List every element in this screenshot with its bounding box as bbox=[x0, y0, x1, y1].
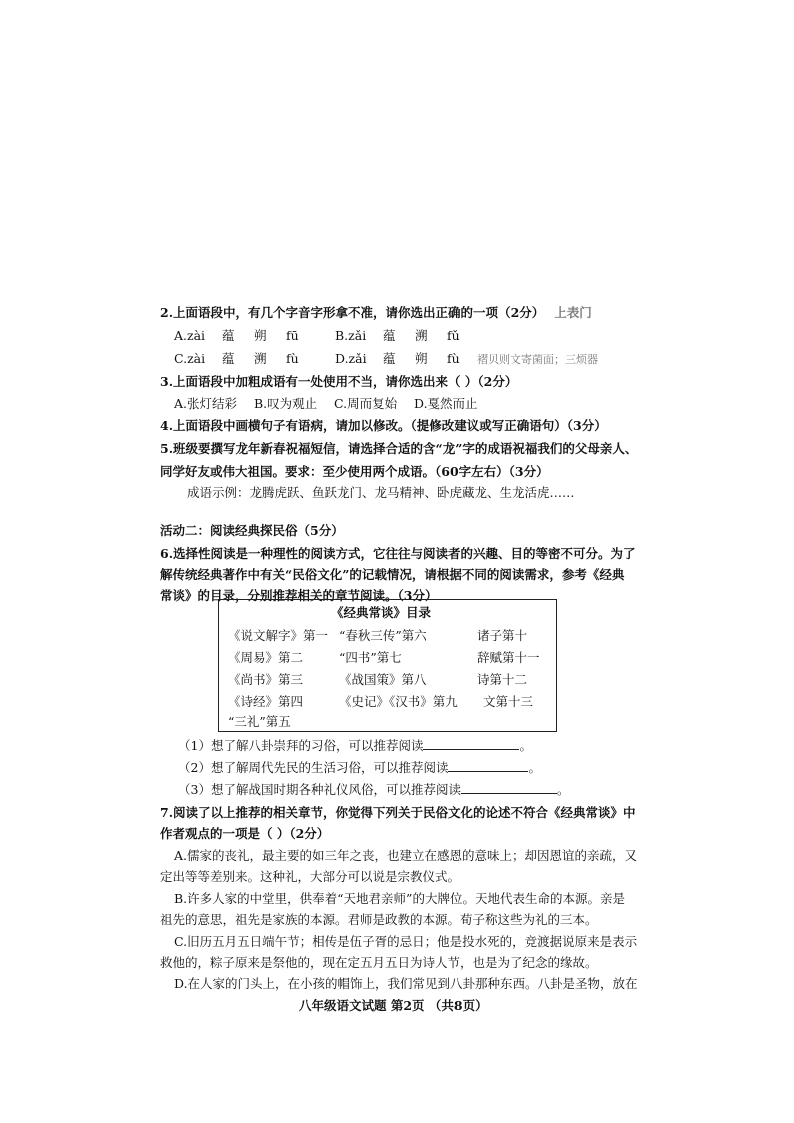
q5-line1: 5.班级要撰写龙年新春祝福短信，请选择合适的含“龙”字的成语祝福我们的父母亲人、 bbox=[160, 441, 638, 456]
toc-title: 《经典常谈》目录 bbox=[331, 605, 432, 620]
q2-b-pinyin: B.zǎi bbox=[335, 328, 367, 343]
q2-d-char1: 蕴 bbox=[383, 351, 396, 366]
q7-option-b-line1[interactable]: B.许多人家的中堂里，供奉着“天地君亲师”的大牌位。天地代表生命的本源。亲是 bbox=[174, 891, 625, 906]
q7-option-c-line1[interactable]: C.旧历五月五日端午节；相传是伍子胥的忌日；他是投水死的，竞渡据说原来是表示 bbox=[174, 934, 638, 949]
q6-sub3-answer-blank[interactable] bbox=[461, 781, 557, 794]
q7-option-b-line2: 祖先的意思，祖先是家族的本源。君师是政教的本源。荀子称这些为礼的三本。 bbox=[160, 912, 598, 927]
q5-example: 成语示例：龙腾虎跃、鱼跃龙门、龙马精神、卧虎藏龙、生龙活虎…… bbox=[187, 485, 575, 500]
q2-c-pinyin2: fù bbox=[286, 351, 299, 366]
toc-box bbox=[218, 599, 557, 732]
q3-option-a[interactable]: A.张灯结彩 bbox=[174, 396, 238, 411]
q2-c-pinyin: C.zài bbox=[174, 351, 206, 366]
toc-col1-item: “三礼”第五 bbox=[228, 714, 291, 729]
q7-option-d-line1[interactable]: D.在人家的门头上，在小孩的帽饰上，我们常见到八卦那种东西。八卦是圣物，放在 bbox=[174, 976, 638, 991]
q2-bleed-text-d: 褶贝则文寄菌面；三烦器 bbox=[477, 353, 598, 366]
q2-option-d[interactable] bbox=[335, 351, 598, 368]
q2-d-pinyin2: fù bbox=[447, 351, 460, 366]
q2-a-pinyin2: fū bbox=[286, 328, 299, 343]
q3-options bbox=[174, 396, 494, 412]
q6-sub1-text: （1）想了解八卦崇拜的习俗，可以推荐阅读 bbox=[178, 738, 424, 753]
q6-sub2 bbox=[178, 759, 541, 776]
toc-col2-item: 《战国策》第八 bbox=[339, 672, 427, 687]
q2-bleed-text: 上表门 bbox=[554, 305, 592, 320]
toc-col2-item: “四书”第七 bbox=[339, 650, 402, 665]
q5-line2: 同学好友或伟大祖国。要求：至少使用两个成语。（60字左右）（3分） bbox=[160, 464, 549, 479]
activity2-title: 活动二：阅读经典探民俗（5分） bbox=[160, 523, 344, 538]
toc-col3-item: 文第十三 bbox=[483, 694, 534, 709]
q4-stem: 4.上面语段中画横句子有语病，请加以修改。（提修改建议或写正确语句）（3分） bbox=[160, 418, 607, 433]
q6-sub1-answer-blank[interactable] bbox=[423, 737, 519, 750]
q2-b-pinyin2: fǔ bbox=[447, 328, 460, 343]
q6-sub2-period: 。 bbox=[528, 760, 541, 775]
toc-col3-item: 辞赋第十一 bbox=[477, 650, 540, 665]
q7-option-c-line2: 救他的，粽子原来是祭他的，现在定五月五日为诗人节，也是为了纪念的缘故。 bbox=[160, 955, 598, 970]
q6-sub3 bbox=[178, 781, 569, 798]
q6-sub3-text: （3）想了解战国时期各种礼仪风俗，可以推荐阅读 bbox=[178, 782, 461, 797]
page-footer: 八年级语文试题 第2页 （共8页） bbox=[299, 998, 488, 1013]
q3-stem: 3.上面语段中加粗成语有一处使用不当，请你选出来（ ）（2分） bbox=[160, 374, 518, 389]
q2-a-char2: 朔 bbox=[254, 328, 267, 343]
q3-option-b[interactable]: B.叹为观止 bbox=[254, 396, 318, 411]
q2-score: （2分） bbox=[498, 305, 545, 320]
q2-b-char2: 溯 bbox=[415, 328, 428, 343]
q2-d-char2: 朔 bbox=[415, 351, 428, 366]
toc-col3-item: 诸子第十 bbox=[477, 628, 528, 643]
q6-sub1-period: 。 bbox=[519, 738, 532, 753]
q2-stem: 2.上面语段中，有几个字音字形拿不准，请你选出正确的一项 bbox=[160, 305, 499, 320]
toc-col1-item: 《周易》第二 bbox=[228, 650, 304, 665]
q7-option-a-line2: 定出等等差别来。这种礼，大部分可以说是宗教仪式。 bbox=[160, 869, 461, 884]
toc-col2-item: “春秋三传”第六 bbox=[339, 628, 427, 643]
q6-line2: 解传统经典著作中有关“民俗文化”的记载情况，请根据不同的阅读需求，参考《经典 bbox=[160, 567, 625, 582]
toc-col2-item: 《史记》《汉书》第九 bbox=[339, 694, 458, 709]
q2-d-pinyin: D.zǎi bbox=[335, 351, 367, 366]
q3-option-d[interactable]: D.戛然而止 bbox=[414, 396, 478, 411]
q2-option-a[interactable] bbox=[174, 328, 316, 344]
q6-sub2-text: （2）想了解周代先民的生活习俗，可以推荐阅读 bbox=[178, 760, 449, 775]
q6-line3: 常谈》的目录，分别推荐相关的章节阅读。（3分） bbox=[160, 588, 438, 603]
q2-c-char2: 溯 bbox=[254, 351, 267, 366]
toc-col1-item: 《说文解字》第一 bbox=[228, 628, 329, 643]
q2-a-pinyin: A.zài bbox=[174, 328, 206, 343]
q2-option-c[interactable] bbox=[174, 351, 316, 367]
q7-line2: 作者观点的一项是（ ）（2分） bbox=[160, 826, 330, 841]
toc-col1-item: 《诗经》第四 bbox=[228, 694, 304, 709]
q2-stem-line bbox=[160, 305, 592, 321]
toc-col1-item: 《尚书》第三 bbox=[228, 672, 304, 687]
q6-sub2-answer-blank[interactable] bbox=[448, 759, 528, 772]
toc-col3-item: 诗第十二 bbox=[477, 672, 528, 687]
q7-line1: 7.阅读了以上推荐的相关章节，你觉得下列关于民俗文化的论述不符合《经典常谈》中 bbox=[160, 805, 636, 820]
q6-sub3-period: 。 bbox=[556, 782, 570, 797]
q3-option-c[interactable]: C.周而复始 bbox=[334, 396, 398, 411]
q2-a-char1: 蕴 bbox=[222, 328, 235, 343]
q2-b-char1: 蕴 bbox=[383, 328, 396, 343]
q6-sub1 bbox=[178, 737, 532, 754]
q6-line1: 6.选择性阅读是一种理性的阅读方式，它往往与阅读者的兴趣、目的等密不可分。为了 bbox=[160, 546, 636, 561]
q7-option-a-line1[interactable]: A.儒家的丧礼，最主要的如三年之丧，也建立在感恩的意味上；却因恩谊的亲疏，又 bbox=[174, 848, 638, 863]
q2-c-char1: 蕴 bbox=[222, 351, 235, 366]
q2-option-b[interactable] bbox=[335, 328, 477, 344]
